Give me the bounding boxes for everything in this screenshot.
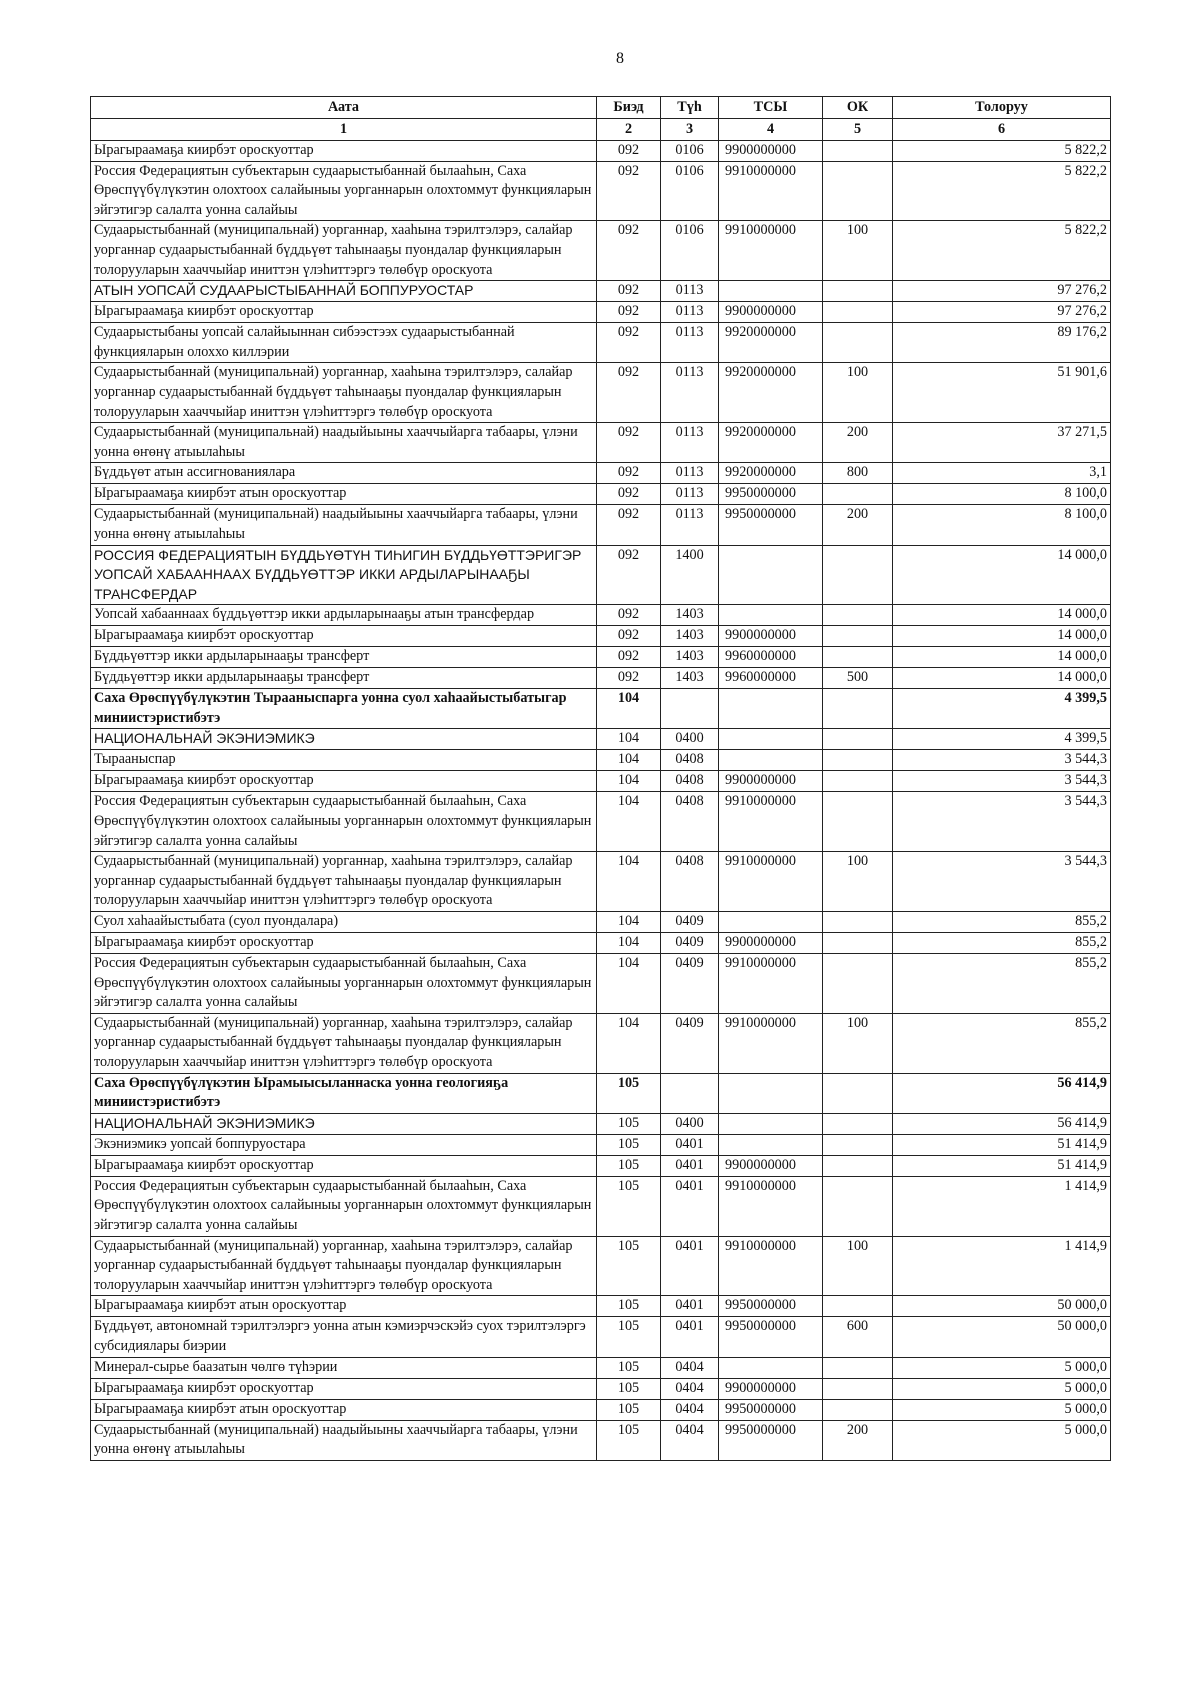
cell-ok: 100 <box>823 1013 893 1073</box>
cell-tsy: 9900000000 <box>719 1155 823 1176</box>
cell-ok <box>823 302 893 323</box>
cell-name: Бүддьүөт, автономнай тэрилтэлэргэ уонна атын кэмиэрчэскэйэ суох тэрилтэлэргэ субсидиялары биэрии <box>91 1317 597 1357</box>
cell-tsy <box>719 545 823 605</box>
table-row <box>91 1073 1111 1113</box>
cell-ok <box>823 1399 893 1420</box>
cell-amount: 50 000,0 <box>893 1296 1111 1317</box>
cell-tuh: 0400 <box>661 729 719 750</box>
cell-biad: 104 <box>597 729 661 750</box>
cell-amount: 51 901,6 <box>893 363 1111 423</box>
cell-tsy: 9900000000 <box>719 626 823 647</box>
table-row <box>91 912 1111 933</box>
cell-tsy: 9920000000 <box>719 363 823 423</box>
column-number: 6 <box>893 118 1111 140</box>
cell-amount: 4 399,5 <box>893 729 1111 750</box>
table-row <box>91 302 1111 323</box>
cell-amount: 855,2 <box>893 954 1111 1014</box>
cell-biad: 092 <box>597 668 661 689</box>
cell-amount: 5 822,2 <box>893 221 1111 281</box>
cell-name: Ырагыраамаҕа киирбэт ороскуоттар <box>91 302 597 323</box>
cell-amount: 5 000,0 <box>893 1357 1111 1378</box>
cell-tsy <box>719 750 823 771</box>
cell-ok <box>823 792 893 852</box>
cell-tsy: 9960000000 <box>719 647 823 668</box>
cell-name: Россия Федерациятын субъектарын судаарыстыбаннай былааһын, Саха Өрөспүүбүлүкэтин олохтоох салайыныы уорганнарын олохтоммут функцияларын эйгэтигэр салалта уонна салайыы <box>91 954 597 1014</box>
cell-biad: 104 <box>597 912 661 933</box>
cell-tuh: 0401 <box>661 1317 719 1357</box>
cell-name: НАЦИОНАЛЬНАЙ ЭКЭНИЭМИКЭ <box>91 1113 597 1134</box>
cell-amount: 8 100,0 <box>893 505 1111 545</box>
cell-tsy: 9900000000 <box>719 771 823 792</box>
cell-tsy: 9920000000 <box>719 323 823 363</box>
cell-amount: 5 000,0 <box>893 1378 1111 1399</box>
cell-tsy: 9910000000 <box>719 221 823 281</box>
cell-name: НАЦИОНАЛЬНАЙ ЭКЭНИЭМИКЭ <box>91 729 597 750</box>
table-row <box>91 647 1111 668</box>
cell-biad: 104 <box>597 933 661 954</box>
cell-tsy: 9950000000 <box>719 1399 823 1420</box>
cell-amount: 855,2 <box>893 1013 1111 1073</box>
table-row <box>91 1236 1111 1296</box>
cell-tsy: 9920000000 <box>719 423 823 463</box>
cell-tsy: 9900000000 <box>719 140 823 161</box>
cell-tuh: 0113 <box>661 281 719 302</box>
cell-biad: 105 <box>597 1296 661 1317</box>
cell-name: Ырагыраамаҕа киирбэт ороскуоттар <box>91 1378 597 1399</box>
table-row <box>91 933 1111 954</box>
cell-tuh: 0404 <box>661 1399 719 1420</box>
cell-tuh: 0408 <box>661 852 719 912</box>
cell-biad: 092 <box>597 140 661 161</box>
cell-name: РОССИЯ ФЕДЕРАЦИЯТЫН БҮДДЬҮӨТҮН ТИҺИГИН БҮДДЬҮӨТТЭРИГЭР УОПСАЙ ХАБААННААХ БҮДДЬҮӨТТЭР ИККИ АРДЫЛАРЫНААҔЫ ТРАНСФЕРДАР <box>91 545 597 605</box>
cell-amount: 3 544,3 <box>893 750 1111 771</box>
cell-ok <box>823 1176 893 1236</box>
cell-ok <box>823 1296 893 1317</box>
cell-biad: 104 <box>597 689 661 729</box>
cell-name: Ырагыраамаҕа киирбэт ороскуоттар <box>91 1155 597 1176</box>
cell-amount: 4 399,5 <box>893 689 1111 729</box>
table-row <box>91 505 1111 545</box>
cell-amount: 51 414,9 <box>893 1155 1111 1176</box>
cell-tuh: 0409 <box>661 912 719 933</box>
table-row <box>91 1155 1111 1176</box>
cell-tsy <box>719 1134 823 1155</box>
cell-name: Суол хаһаайыстыбата (суол пуондалара) <box>91 912 597 933</box>
cell-name: Судаарыстыбаннай (муниципальнай) уорганнар, хааһына тэрилтэлэрэ, салайар уорганнар судаарыстыбаннай бүддьүөт таһынааҕы пуондалар функцияларын толорууларын хааччыйар иниттэн үлэһиттэргэ төлөбүр ороскуота <box>91 1013 597 1073</box>
cell-ok: 100 <box>823 1236 893 1296</box>
cell-amount: 50 000,0 <box>893 1317 1111 1357</box>
header-tuh: Түһ <box>661 97 719 119</box>
cell-name: Россия Федерациятын субъектарын судаарыстыбаннай былааһын, Саха Өрөспүүбүлүкэтин олохтоох салайыныы уорганнарын олохтоммут функцияларын эйгэтигэр салалта уонна салайыы <box>91 161 597 221</box>
cell-ok <box>823 323 893 363</box>
cell-ok: 500 <box>823 668 893 689</box>
cell-biad: 092 <box>597 545 661 605</box>
cell-amount: 855,2 <box>893 933 1111 954</box>
cell-name: Судаарыстыбаннай (муниципальнай) уорганнар, хааһына тэрилтэлэрэ, салайар уорганнар судаарыстыбаннай бүддьүөт таһынааҕы пуондалар функцияларын толорууларын хааччыйар иниттэн үлэһиттэргэ төлөбүр ороскуота <box>91 1236 597 1296</box>
table-row <box>91 323 1111 363</box>
cell-ok <box>823 729 893 750</box>
cell-name: Судаарыстыбаны уопсай салайыыннан сибээстээх судаарыстыбаннай функцияларын олоххо киллэрии <box>91 323 597 363</box>
cell-amount: 5 822,2 <box>893 140 1111 161</box>
cell-biad: 105 <box>597 1236 661 1296</box>
table-row <box>91 1296 1111 1317</box>
cell-tuh: 0401 <box>661 1176 719 1236</box>
cell-tsy: 9900000000 <box>719 1378 823 1399</box>
cell-ok: 600 <box>823 1317 893 1357</box>
cell-ok <box>823 1155 893 1176</box>
cell-tuh: 0113 <box>661 423 719 463</box>
cell-name: Судаарыстыбаннай (муниципальнай) наадыйыыны хааччыйарга табаары, үлэни уонна өҥөнү атыылаһыы <box>91 505 597 545</box>
table-row <box>91 605 1111 626</box>
cell-ok <box>823 954 893 1014</box>
cell-name: Тырааныспар <box>91 750 597 771</box>
cell-tsy: 9910000000 <box>719 161 823 221</box>
cell-amount: 56 414,9 <box>893 1073 1111 1113</box>
cell-name: Судаарыстыбаннай (муниципальнай) наадыйыыны хааччыйарга табаары, үлэни уонна өҥөнү атыылаһыы <box>91 423 597 463</box>
cell-tuh: 0401 <box>661 1236 719 1296</box>
table-row <box>91 1357 1111 1378</box>
cell-biad: 105 <box>597 1134 661 1155</box>
cell-name: Уопсай хабааннаах бүддьүөттэр икки ардыларынааҕы атын трансфердар <box>91 605 597 626</box>
cell-ok <box>823 689 893 729</box>
cell-amount: 3 544,3 <box>893 792 1111 852</box>
cell-amount: 56 414,9 <box>893 1113 1111 1134</box>
cell-tuh: 1403 <box>661 626 719 647</box>
cell-amount: 97 276,2 <box>893 302 1111 323</box>
header-amount: Толоруу <box>893 97 1111 119</box>
cell-ok: 100 <box>823 852 893 912</box>
cell-tsy: 9920000000 <box>719 463 823 484</box>
header-ok: ОК <box>823 97 893 119</box>
cell-tuh: 0408 <box>661 792 719 852</box>
cell-amount: 5 000,0 <box>893 1420 1111 1460</box>
cell-tuh: 0106 <box>661 221 719 281</box>
cell-ok <box>823 1378 893 1399</box>
cell-ok <box>823 281 893 302</box>
cell-ok: 800 <box>823 463 893 484</box>
cell-biad: 105 <box>597 1420 661 1460</box>
cell-ok: 100 <box>823 221 893 281</box>
table-row <box>91 1420 1111 1460</box>
table-row <box>91 161 1111 221</box>
cell-biad: 092 <box>597 605 661 626</box>
cell-ok <box>823 484 893 505</box>
table-row <box>91 954 1111 1014</box>
cell-biad: 105 <box>597 1176 661 1236</box>
cell-biad: 105 <box>597 1113 661 1134</box>
cell-amount: 97 276,2 <box>893 281 1111 302</box>
cell-tsy <box>719 605 823 626</box>
cell-ok <box>823 933 893 954</box>
column-number-row <box>91 118 1111 140</box>
cell-name: Судаарыстыбаннай (муниципальнай) уорганнар, хааһына тэрилтэлэрэ, салайар уорганнар судаарыстыбаннай бүддьүөт таһынааҕы пуондалар функцияларын толорууларын хааччыйар иниттэн үлэһиттэргэ төлөбүр ороскуота <box>91 852 597 912</box>
cell-tuh: 0404 <box>661 1420 719 1460</box>
table-row <box>91 545 1111 605</box>
cell-name: Бүддьүөттэр икки ардыларынааҕы трансферт <box>91 668 597 689</box>
cell-ok: 200 <box>823 505 893 545</box>
cell-amount: 37 271,5 <box>893 423 1111 463</box>
table-row <box>91 140 1111 161</box>
cell-amount: 5 000,0 <box>893 1399 1111 1420</box>
cell-tsy: 9950000000 <box>719 1296 823 1317</box>
cell-tsy <box>719 1357 823 1378</box>
cell-amount: 8 100,0 <box>893 484 1111 505</box>
cell-name: Экэниэмикэ уопсай боппуруостара <box>91 1134 597 1155</box>
cell-tuh: 0113 <box>661 484 719 505</box>
table-row <box>91 1378 1111 1399</box>
cell-ok <box>823 626 893 647</box>
cell-tuh: 0401 <box>661 1134 719 1155</box>
table-row <box>91 1176 1111 1236</box>
column-number: 5 <box>823 118 893 140</box>
cell-ok <box>823 771 893 792</box>
cell-tuh: 0409 <box>661 933 719 954</box>
table-row <box>91 1317 1111 1357</box>
table-row <box>91 689 1111 729</box>
cell-name: Судаарыстыбаннай (муниципальнай) уорганнар, хааһына тэрилтэлэрэ, салайар уорганнар судаарыстыбаннай бүддьүөт таһынааҕы пуондалар функцияларын толорууларын хааччыйар иниттэн үлэһиттэргэ төлөбүр ороскуота <box>91 363 597 423</box>
cell-amount: 1 414,9 <box>893 1236 1111 1296</box>
cell-tuh: 1400 <box>661 545 719 605</box>
budget-table <box>90 96 1111 1461</box>
table-row <box>91 1013 1111 1073</box>
cell-tuh: 0400 <box>661 1113 719 1134</box>
cell-tuh: 0408 <box>661 771 719 792</box>
cell-biad: 104 <box>597 1013 661 1073</box>
cell-tuh: 0409 <box>661 1013 719 1073</box>
table-row <box>91 363 1111 423</box>
table-row <box>91 750 1111 771</box>
cell-biad: 092 <box>597 484 661 505</box>
cell-ok <box>823 1073 893 1113</box>
cell-name: Саха Өрөспүүбүлүкэтин Тырааныспарга уонна суол хаһаайыстыбатыгар миниистэристибэтэ <box>91 689 597 729</box>
cell-name: Ырагыраамаҕа киирбэт атын ороскуоттар <box>91 1296 597 1317</box>
cell-tuh: 0113 <box>661 302 719 323</box>
cell-ok <box>823 1357 893 1378</box>
table-row <box>91 668 1111 689</box>
header-tsy: ТСЫ <box>719 97 823 119</box>
cell-name: АТЫН УОПСАЙ СУДААРЫСТЫБАННАЙ БОППУРУОСТАР <box>91 281 597 302</box>
cell-amount: 14 000,0 <box>893 668 1111 689</box>
cell-biad: 092 <box>597 302 661 323</box>
cell-biad: 105 <box>597 1357 661 1378</box>
cell-tsy: 9950000000 <box>719 505 823 545</box>
cell-name: Ырагыраамаҕа киирбэт атын ороскуоттар <box>91 1399 597 1420</box>
cell-biad: 104 <box>597 954 661 1014</box>
cell-amount: 5 822,2 <box>893 161 1111 221</box>
cell-biad: 092 <box>597 323 661 363</box>
cell-amount: 14 000,0 <box>893 605 1111 626</box>
cell-tuh <box>661 689 719 729</box>
cell-tuh: 0113 <box>661 363 719 423</box>
cell-tuh: 0113 <box>661 323 719 363</box>
cell-name: Россия Федерациятын субъектарын судаарыстыбаннай былааһын, Саха Өрөспүүбүлүкэтин олохтоох салайыныы уорганнарын олохтоммут функцияларын эйгэтигэр салалта уонна салайыы <box>91 1176 597 1236</box>
cell-ok <box>823 140 893 161</box>
cell-tsy: 9960000000 <box>719 668 823 689</box>
table-row <box>91 792 1111 852</box>
table-row <box>91 626 1111 647</box>
cell-ok <box>823 1134 893 1155</box>
cell-tsy <box>719 1113 823 1134</box>
cell-name: Бүддьүөт атын ассигнованиялара <box>91 463 597 484</box>
cell-tuh: 0401 <box>661 1155 719 1176</box>
cell-tuh: 0106 <box>661 140 719 161</box>
cell-ok <box>823 161 893 221</box>
cell-biad: 105 <box>597 1399 661 1420</box>
cell-amount: 14 000,0 <box>893 647 1111 668</box>
table-row <box>91 221 1111 281</box>
cell-name: Саха Өрөспүүбүлүкэтин Ырамыысыланнаска уонна геологияҕа миниистэристибэтэ <box>91 1073 597 1113</box>
cell-biad: 092 <box>597 423 661 463</box>
cell-biad: 092 <box>597 505 661 545</box>
cell-name: Ырагыраамаҕа киирбэт ороскуоттар <box>91 626 597 647</box>
cell-tsy: 9950000000 <box>719 484 823 505</box>
table-row <box>91 281 1111 302</box>
cell-biad: 092 <box>597 161 661 221</box>
cell-name: Ырагыраамаҕа киирбэт ороскуоттар <box>91 140 597 161</box>
header-name: Аата <box>91 97 597 119</box>
cell-name: Минерал-сырье баазатын чөлгө түһэрии <box>91 1357 597 1378</box>
cell-tuh: 0404 <box>661 1357 719 1378</box>
table-row <box>91 852 1111 912</box>
cell-tsy <box>719 1073 823 1113</box>
cell-tsy: 9910000000 <box>719 852 823 912</box>
cell-name: Судаарыстыбаннай (муниципальнай) наадыйыыны хааччыйарга табаары, үлэни уонна өҥөнү атыылаһыы <box>91 1420 597 1460</box>
cell-ok <box>823 545 893 605</box>
cell-ok <box>823 647 893 668</box>
cell-tuh: 0404 <box>661 1378 719 1399</box>
cell-ok: 100 <box>823 363 893 423</box>
table-row <box>91 1134 1111 1155</box>
cell-name: Россия Федерациятын субъектарын судаарыстыбаннай былааһын, Саха Өрөспүүбүлүкэтин олохтоох салайыныы уорганнарын олохтоммут функцияларын эйгэтигэр салалта уонна салайыы <box>91 792 597 852</box>
cell-amount: 3 544,3 <box>893 852 1111 912</box>
cell-tuh <box>661 1073 719 1113</box>
cell-name: Ырагыраамаҕа киирбэт ороскуоттар <box>91 933 597 954</box>
cell-tsy: 9950000000 <box>719 1420 823 1460</box>
cell-amount: 89 176,2 <box>893 323 1111 363</box>
cell-tuh: 0409 <box>661 954 719 1014</box>
cell-tuh: 1403 <box>661 605 719 626</box>
table-row <box>91 1399 1111 1420</box>
cell-biad: 092 <box>597 647 661 668</box>
column-number: 3 <box>661 118 719 140</box>
cell-tsy <box>719 689 823 729</box>
cell-tuh: 1403 <box>661 647 719 668</box>
cell-tsy: 9900000000 <box>719 933 823 954</box>
cell-ok <box>823 750 893 771</box>
cell-biad: 092 <box>597 626 661 647</box>
table-row <box>91 729 1111 750</box>
cell-tuh: 0106 <box>661 161 719 221</box>
table-row <box>91 1113 1111 1134</box>
cell-amount: 51 414,9 <box>893 1134 1111 1155</box>
cell-name: Ырагыраамаҕа киирбэт атын ороскуоттар <box>91 484 597 505</box>
cell-tsy: 9910000000 <box>719 792 823 852</box>
cell-tsy: 9900000000 <box>719 302 823 323</box>
cell-biad: 104 <box>597 792 661 852</box>
column-number: 2 <box>597 118 661 140</box>
cell-biad: 092 <box>597 363 661 423</box>
cell-ok: 200 <box>823 423 893 463</box>
cell-biad: 092 <box>597 281 661 302</box>
page-number: 8 <box>616 50 624 67</box>
cell-amount: 14 000,0 <box>893 626 1111 647</box>
cell-ok: 200 <box>823 1420 893 1460</box>
cell-tsy: 9910000000 <box>719 954 823 1014</box>
cell-amount: 3 544,3 <box>893 771 1111 792</box>
cell-tuh: 0113 <box>661 463 719 484</box>
cell-tsy: 9910000000 <box>719 1176 823 1236</box>
cell-amount: 1 414,9 <box>893 1176 1111 1236</box>
cell-tsy <box>719 281 823 302</box>
cell-tsy: 9910000000 <box>719 1236 823 1296</box>
cell-tuh: 0401 <box>661 1296 719 1317</box>
cell-tsy <box>719 912 823 933</box>
table-row <box>91 463 1111 484</box>
cell-biad: 104 <box>597 852 661 912</box>
cell-biad: 105 <box>597 1317 661 1357</box>
header-row <box>91 97 1111 119</box>
column-number: 4 <box>719 118 823 140</box>
table-row <box>91 423 1111 463</box>
cell-amount: 14 000,0 <box>893 545 1111 605</box>
cell-ok <box>823 1113 893 1134</box>
cell-biad: 092 <box>597 463 661 484</box>
cell-ok <box>823 605 893 626</box>
cell-biad: 104 <box>597 750 661 771</box>
cell-biad: 105 <box>597 1073 661 1113</box>
cell-tuh: 0113 <box>661 505 719 545</box>
cell-ok <box>823 912 893 933</box>
cell-tsy: 9910000000 <box>719 1013 823 1073</box>
cell-biad: 092 <box>597 221 661 281</box>
cell-name: Ырагыраамаҕа киирбэт ороскуоттар <box>91 771 597 792</box>
cell-tsy: 9950000000 <box>719 1317 823 1357</box>
cell-biad: 105 <box>597 1378 661 1399</box>
cell-tuh: 1403 <box>661 668 719 689</box>
cell-tuh: 0408 <box>661 750 719 771</box>
cell-biad: 105 <box>597 1155 661 1176</box>
header-biad: Биэд <box>597 97 661 119</box>
cell-biad: 104 <box>597 771 661 792</box>
table-body <box>91 140 1111 1460</box>
cell-name: Судаарыстыбаннай (муниципальнай) уорганнар, хааһына тэрилтэлэрэ, салайар уорганнар судаарыстыбаннай бүддьүөт таһынааҕы пуондалар функцияларын толорууларын хааччыйар иниттэн үлэһиттэргэ төлөбүр ороскуота <box>91 221 597 281</box>
cell-tsy <box>719 729 823 750</box>
table-row <box>91 771 1111 792</box>
table-row <box>91 484 1111 505</box>
cell-name: Бүддьүөттэр икки ардыларынааҕы трансферт <box>91 647 597 668</box>
column-number: 1 <box>91 118 597 140</box>
cell-amount: 855,2 <box>893 912 1111 933</box>
cell-amount: 3,1 <box>893 463 1111 484</box>
